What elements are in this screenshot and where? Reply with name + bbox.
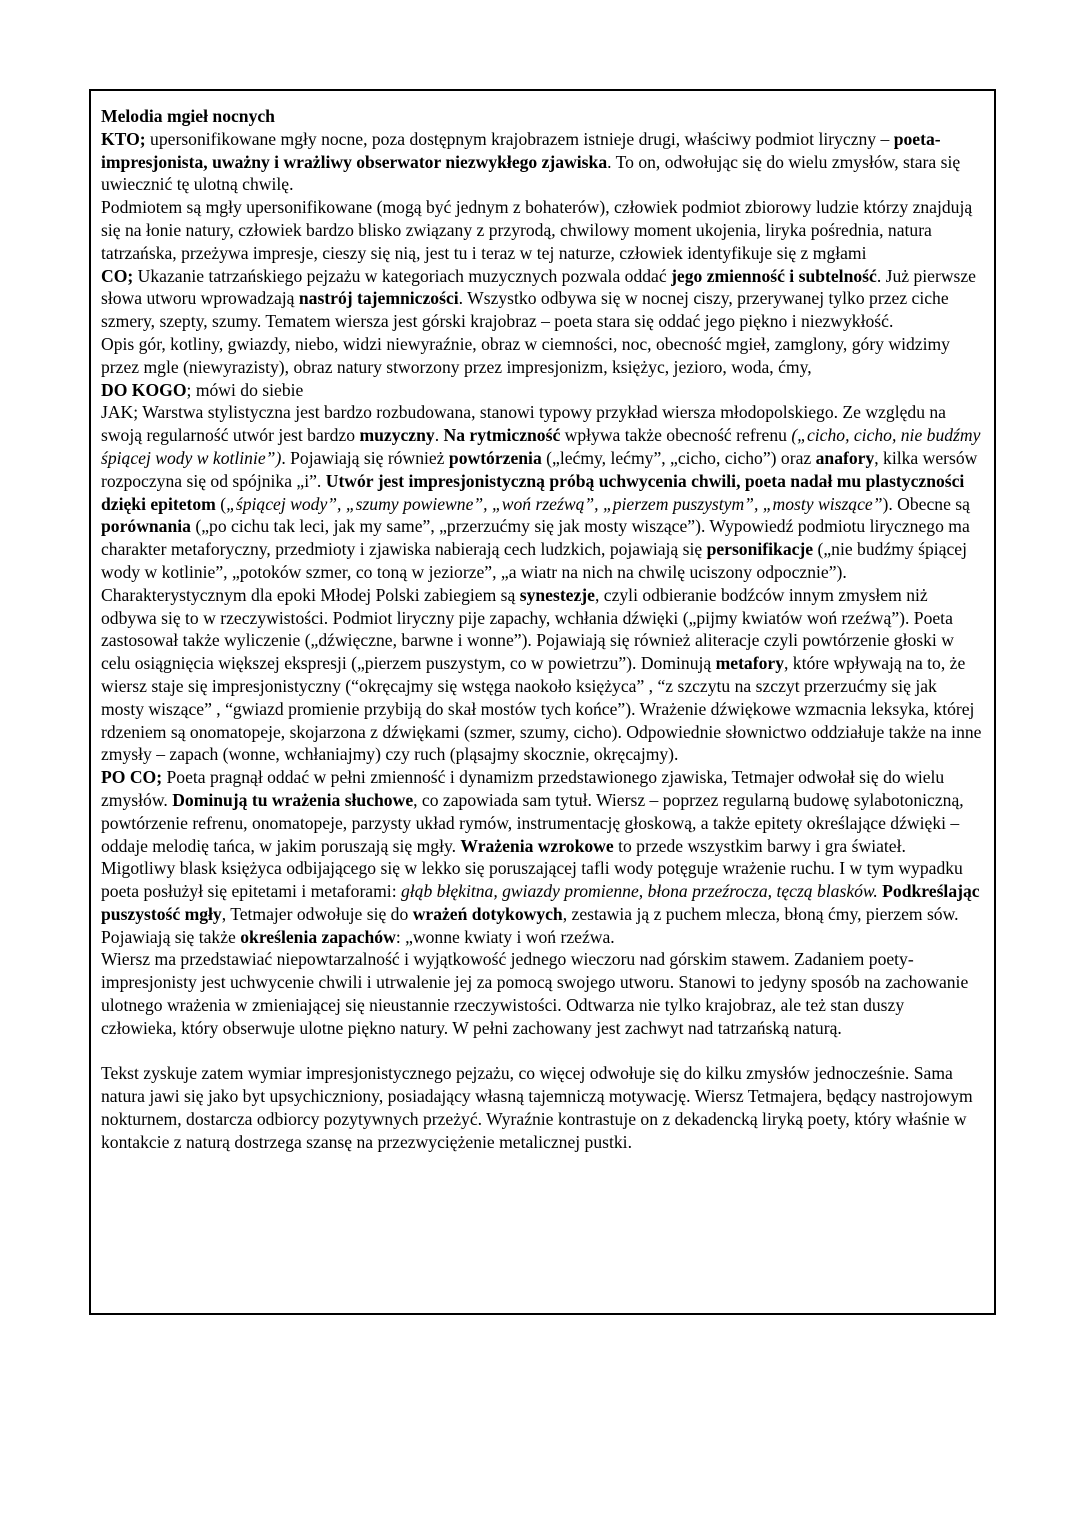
paragraph-kto bbox=[101, 128, 984, 196]
jak-text-1: JAK; Warstwa stylistyczna jest bardzo rozbudowana, stanowi typowy przykład wiersza młodopolskiego. Ze względu na swoją regularność utwór jest bardzo bbox=[101, 402, 946, 446]
jak-text-7: ( bbox=[215, 493, 227, 514]
paragraph-po-co bbox=[101, 766, 984, 948]
jak-text-8: ). Obecne są bbox=[882, 493, 970, 514]
jak-bold-8: synestezje bbox=[519, 584, 595, 605]
jak-text-11: , czyli odbieranie bodźców innym zmysłem niż odbywa się to w rzeczywistości. Podmiot liryczny pije zapachy, wchłania dźwięki („pijmy kwiatów woń rzeźwą”). Poeta zastosował także wyliczenie („dźwięczne, barwne i wonne”). Pojawiają się również aliteracje czyli powtórzenie głoski w celu osiągnięcia większej ekspresji („pierzem puszystym, co w powietrzu”). Dominują bbox=[101, 584, 954, 674]
document-title bbox=[101, 105, 984, 128]
document-frame bbox=[89, 89, 996, 1315]
jak-text-6: , kilka wersów rozpoczyna się od spójnika „i”. bbox=[101, 447, 978, 491]
jak-bold-4: anafory bbox=[815, 447, 875, 468]
jak-bold-5: Utwór jest impresjonistyczną próbą uchwycenia chwili, poeta nadał mu plastyczności dzięki epitetom bbox=[101, 470, 965, 514]
po-co-text-7: : „wonne kwiaty i woń rzeźwa. bbox=[395, 926, 615, 947]
kto-text-1: upersonifikowane mgły nocne, poza dostępnym krajobrazem istnieje drugi, właściwy podmiot liryczny – bbox=[145, 128, 894, 149]
co-text-2: . Już pierwsze słowa utworu wprowadzają bbox=[101, 265, 976, 309]
paragraph-jak bbox=[101, 401, 984, 766]
jak-text-12: , które wpływają na to, że wiersz staje się impresjonistyczny (“okręcajmy się wstęga naokoło księżyca” , “z szczytu na szczyt przerzućmy się jak mosty wiszące” , “gwiazd promienie przybiją do skał mostów tych końce”). Wrażenie dźwiękowe wzmacnia leksyka, której rdzeniem są onomatopeje, skojarzona z dźwiękami (szmer, szumy, cicho). Odpowiednie słownictwo oddziałuje także na inne zmysły – zapach (wonne, wchłaniajmy) czy ruch (pląsajmy skocznie, okręcajmy). bbox=[101, 653, 982, 765]
po-co-bold-5: określenia zapachów bbox=[240, 926, 396, 947]
jak-text-10: („nie budźmy śpiącej wody w kotlinie”, „potoków szmer, co toną w jeziorze”, „a wiatr na nich na chwilę uciszony odpocznie”). Charakterystycznym dla epoki Młodej Polski zabiegiem są bbox=[101, 539, 967, 605]
jak-text-9: („po cichu tak leci, jak my same”, „przerzućmy się jak mosty wiszące”). Wypowiedź podmiotu lirycznego ma charakter metaforyczny, przedmioty i zjawiska nabierają cech ludzkich, pojawiają się bbox=[101, 516, 970, 560]
do-kogo-label: DO KOGO bbox=[101, 379, 187, 400]
po-co-label: PO CO; bbox=[101, 767, 163, 788]
jak-italic-1: („cicho, cicho, nie budźmy śpiącej wody w kotlinie”) bbox=[101, 425, 981, 468]
po-co-bold-3: Podkreślając puszystość mgły bbox=[101, 881, 980, 924]
po-co-bold-2: Wrażenia wzrokowe bbox=[460, 835, 614, 856]
paragraph-co bbox=[101, 265, 984, 333]
co-text-1: Ukazanie tatrzańskiego pejzażu w kategoriach muzycznych pozwala oddać bbox=[133, 265, 672, 286]
paragraph-gap bbox=[101, 1040, 984, 1063]
jak-bold-2: Na rytmiczność bbox=[443, 425, 561, 446]
co-bold-2: nastrój tajemniczości bbox=[298, 288, 459, 309]
po-co-italic-1: głąb błękitna, gwiazdy promienne, błona przeźrocza, tęczą blasków. bbox=[400, 881, 878, 902]
jak-bold-6: porównania bbox=[101, 516, 191, 537]
jak-bold-7: personifikacje bbox=[706, 539, 814, 560]
jak-bold-3: powtórzenia bbox=[448, 447, 542, 468]
po-co-text-3: to przede wszystkim barwy i gra świateł. Migotliwy blask księżyca odbijającego się w lekko się poruszającej tafli wody potęguje wrażenie ruchu. I w tym wypadku poeta posłużył się epitetami i metaforami: bbox=[101, 835, 963, 902]
paragraph-tekst: Tekst zyskuje zatem wymiar impresjonistycznego pejzażu, co więcej odwołuje się do kilku zmysłów jednocześnie. Sama natura jawi się jako byt upsychiczniony, posiadający własną tajemniczą motywację. Wiersz Tetmajera, będący nastrojowym nokturnem, dostarcza odbiorcy pozytywnych przeżyć. Wyraźnie kontrastuje on z dekadencką liryką poety, który właśnie w kontakcie z naturą dostrzega szansę na przezwyciężenie metalicznej pustki. bbox=[101, 1063, 973, 1152]
jak-text-2: . bbox=[434, 425, 444, 446]
po-co-bold-1: Dominują tu wrażenia słuchowe bbox=[172, 789, 414, 810]
kto-bold-1: poeta-impresjonista, uważny i wrażliwy obserwator niezwykłego zjawiska bbox=[101, 128, 941, 172]
jak-bold-1: muzyczny bbox=[359, 425, 435, 446]
do-kogo-text: ; mówi do siebie bbox=[186, 379, 304, 400]
paragraph-opis: Opis gór, kotliny, gwiazdy, niebo, widzi niewyraźnie, obraz w ciemności, noc, obecność mgieł, zamglony, góry widzimy przez mgle (niewyrazisty), obraz natury stworzony przez impresjonizm, księżyc, jezioro, woda, ćmy, bbox=[101, 333, 950, 377]
kto-label: KTO; bbox=[101, 128, 146, 149]
po-co-bold-4: wrażeń dotykowych bbox=[412, 903, 563, 924]
jak-text-5: („lećmy, lećmy”, „cicho, cicho”) oraz bbox=[541, 447, 816, 468]
jak-text-4: . Pojawiają się również bbox=[281, 447, 449, 468]
jak-text-3: wpływa także obecność refrenu bbox=[560, 425, 792, 446]
paragraph-wiersz: Wiersz ma przedstawiać niepowtarzalność i wyjątkowość jednego wieczoru nad górskim stawem. Zadaniem poety-impresjonisty jest uchwycenie chwili i utrwalenie jej za pomocą swojego utworu. Stanowi to jedyny sposób na zachowanie ulotnego wrażenia w zmieniającej się nieustannie rzeczywistości. Odtwarza nie tylko krajobraz, ale też stan duszy człowieka, który obserwuje ulotne piękno natury. W pełni zachowany jest zachwyt nad tatrzańską naturą. bbox=[101, 949, 969, 1038]
co-bold-1: jego zmienność i subtelność bbox=[671, 265, 877, 286]
po-co-text-5: , Tetmajer odwołuje się do bbox=[221, 903, 413, 924]
po-co-text-1: Poeta pragnął oddać w pełni zmienność i dynamizm przedstawionego zjawiska, Tetmajer odwołał się do wielu zmysłów. bbox=[101, 767, 945, 810]
po-co-text-6: , zestawia ją z puchem mlecza, błoną ćmy, pierzem sów. Pojawiają się także bbox=[101, 903, 959, 947]
jak-italic-2: „śpiącej wody”, „szumy powiewne”, „woń rzeźwą”, „pierzem puszystym”, „mosty wiszące” bbox=[226, 493, 883, 514]
title-text: Melodia mgieł nocnych bbox=[101, 106, 275, 126]
po-co-text-2: , co zapowiada sam tytuł. Wiersz – poprzez regularną budowę sylabotoniczną, powtórzenie refrenu, onomatopeje, parzysty układ rymów, instrumentację głoskową, a także epitety określające dźwięki – oddaje melodię tańca, w jakim poruszają się mgły. bbox=[101, 789, 964, 856]
paragraph-podmiot: Podmiotem są mgły upersonifikowane (mogą być jednym z bohaterów), człowiek podmiot zbiorowy ludzie którzy znajdują się na łonie natury, człowiek bardzo blisko związany z przyrodą, chwilowy moment ukojenia, liryka pośrednia, natura tatrzańska, przeżywa impresje, cieszy się nią, jest tu i teraz w tej naturze, człowiek identyfikuje się z mgłami bbox=[101, 197, 973, 263]
co-label: CO; bbox=[101, 265, 134, 286]
co-text-3: . Wszystko odbywa się w nocnej ciszy, przerywanej tylko przez ciche szmery, szepty, szumy. Tematem wiersza jest górski krajobraz – poeta stara się oddać jego piękno i niezwykłość. bbox=[101, 288, 949, 332]
paragraph-do-kogo bbox=[101, 379, 984, 402]
jak-bold-9: metafory bbox=[715, 653, 784, 674]
kto-text-2: . To on, odwołując się do wielu zmysłów, stara się uwiecznić tę ulotną chwilę. bbox=[101, 151, 961, 195]
